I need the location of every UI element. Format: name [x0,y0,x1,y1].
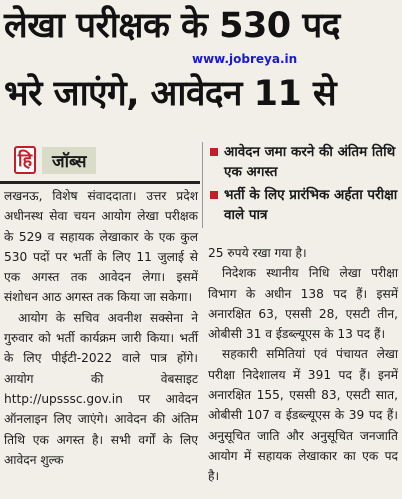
headline-line-1: लेखा परीक्षक के 530 पद [4,6,340,46]
bullet-square-icon [210,191,218,199]
section-divider [0,181,200,184]
article-right-column [208,243,398,487]
watermark: www.jobreya.in [192,52,298,66]
highlight-item [210,185,400,225]
article-paragraph: निदेशक स्थानीय निधि लेखा परीक्षा विभाग के अधीन 138 पद हैं। इसमें अनारक्षित 63, एससी 28, एसटी तीन, ओबीसी 31 व ईडब्ल्यूएस के 13 पद हैं। [208,266,398,342]
highlight-item [210,142,400,182]
bullet-square-icon [210,148,218,156]
highlights-box [210,142,400,228]
highlight-text: आवेदन जमा करने की अंतिम तिथि एक अगस्त [224,144,396,180]
article-paragraph: आयोग के सचिव अवनीश सक्सेना ने गुरुवार को भर्ती कार्यक्रम जारी किया। भर्ती के लिए पीईटी-2022 वाले पात्र होंगे। आयोग की वेबसाइट http://upsssc.gov.in पर आवेदन ऑनलाइन लिए जाएंगे। आवेदन की अंतिम तिथि एक अगस्त है। सभी वर्गों के लिए आवेदन शुल्क [4,310,198,467]
article-paragraph: सहकारी समितियां एवं पंचायत लेखा परीक्षा निदेशालय में 391 पद हैं। इनमें अनारक्षित 155, एससी 83, एसटी सात, ओबीसी 107 व ईडब्ल्यूएस के 39 पद हैं। अनुसूचित जाति और अनुसूचित जनजाति आयोग में सहायक लेखाकार का एक पद है। [208,347,398,484]
headline-line-2: भरे जाएंगे, आवेदन 11 से [4,74,337,114]
newspaper-logo-icon: हि [14,146,36,174]
article-left-column [4,186,198,470]
column-divider [202,142,203,228]
section-tag [14,145,200,175]
highlight-text: भर्ती के लिए प्रारंभिक अर्हता परीक्षा वाले पात्र [224,187,398,223]
article-paragraph: 25 रुपये रखा गया है। [208,246,307,260]
section-label: जॉब्स [42,147,96,174]
article-paragraph: लखनऊ, विशेष संवाददाता। उत्तर प्रदेश अधीनस्थ सेवा चयन आयोग लेखा परीक्षक के 529 व सहायक लेखाकार के एक कुल 530 पदों पर भर्ती के लिए 11 जुलाई से एक अगस्त तक आवेदन लेगा। इसमें संशोधन आठ अगस्त तक किया जा सकेगा। [4,189,198,305]
